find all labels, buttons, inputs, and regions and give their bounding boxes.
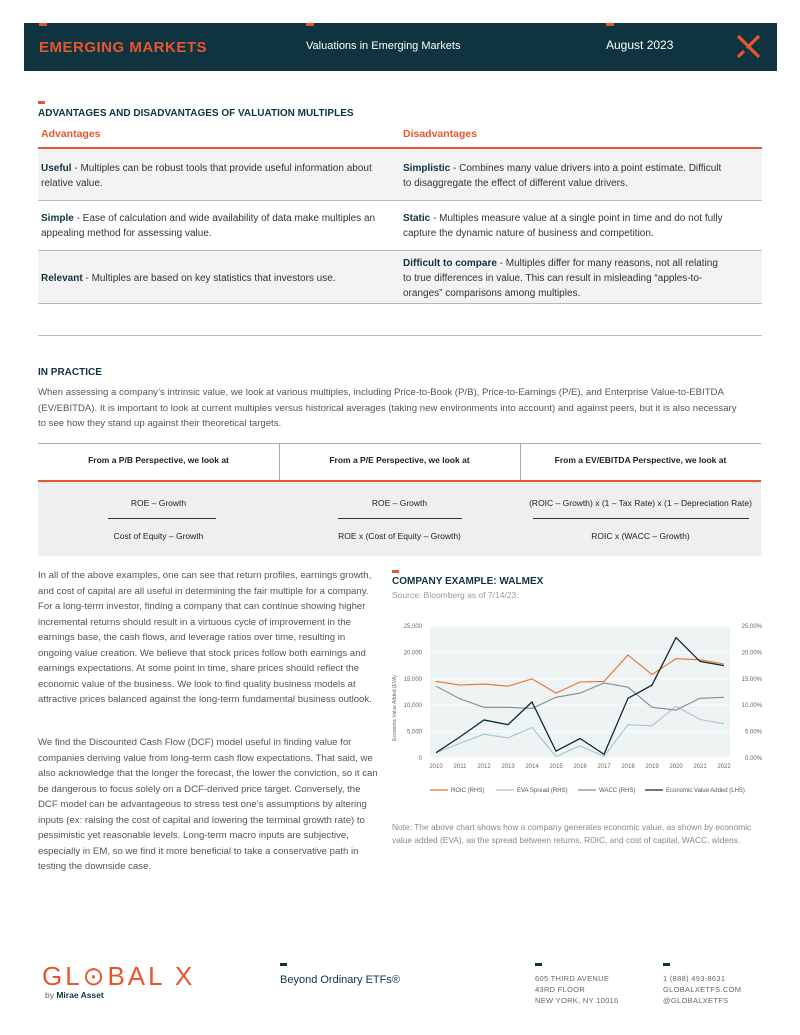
pe-numerator: ROE – Growth	[371, 498, 428, 508]
y2-tick-label: 10.00%	[741, 703, 762, 710]
y-axis-label: Economic Value Added (EVA)	[392, 675, 398, 741]
pe-perspective-header: From a P/E Perspective, we look at	[329, 455, 470, 465]
pb-denominator: Cost of Equity – Growth	[113, 531, 204, 541]
in-practice-text: When assessing a company’s intrinsic value, we look at various multiples, including Price-to-Book (P/B), Price-to-Earnings (P/E), and Enterprise Value-to-EBITDA (EV/EBITDA). It is important to look at current multiples versus historical averages (taking new environments into account) and against peers, but it is also necessary to see how they stand up against their theoretical targets.	[38, 387, 737, 429]
chart-source: Source: Bloomberg as of 7/14/23.	[392, 590, 519, 600]
valuation-heading: ADVANTAGES AND DISADVANTAGES OF VALUATION MULTIPLES	[38, 108, 354, 119]
x-tick-label: 2022	[717, 764, 731, 770]
y2-tick-label: 5.00%	[744, 729, 762, 736]
header-accent-tick	[39, 23, 47, 26]
footer-address: 605 THIRD AVENUE 43RD FLOOR NEW YORK, NY 10016	[535, 974, 619, 1005]
x-tick-label: 2013	[501, 764, 515, 770]
y-tick-label: 25,000	[403, 624, 422, 630]
x-tick-label: 2015	[549, 764, 563, 770]
advantage-relevant: Relevant - Multiples are based on key statistics that investors use.	[41, 273, 336, 284]
logo-byline: by Mirae Asset	[45, 990, 104, 1000]
x-tick-label: 2019	[645, 764, 659, 770]
body-paragraph-dcf: We find the Discounted Cash Flow (DCF) model useful in finding value for companies deriving value from long-term cash flow expectations. That said, we also acknowledge that the longer the forecast, the lower the conviction, so it can be dangerous to focus solely on a DCF-derived price target. Conversely, the DCF model can be advantageous to stress test one’s assumptions by altering inputs (ex: raising the cost of capital and lowering the terminal growth rate) to pessimistic yet reasonable levels. Long-term macro inputs are subjective, especially in EM, so we find it more beneficial to take a conservative path in testing the downside case.	[38, 737, 378, 872]
section-divider	[38, 335, 762, 336]
y2-tick-label: 25.00%	[741, 624, 762, 630]
x-tick-label: 2014	[525, 764, 539, 770]
document-title: Valuations in Emerging Markets	[306, 40, 461, 52]
legend-label: EVA Spread (RHS)	[517, 788, 568, 794]
y-tick-label: 5,000	[406, 729, 422, 736]
x-tick-label: 2021	[693, 764, 707, 770]
x-tick-label: 2010	[429, 764, 443, 770]
globalx-x-icon	[735, 33, 762, 60]
walmex-eva-chart	[388, 616, 768, 806]
footer-contact: 1 (888) 493-8631 GLOBALXETFS.COM @GLOBALXETFS	[663, 974, 742, 1005]
disadvantage-static: Static - Multiples measure value at a single point in time and do not fully capture the dynamic nature of business and competition.	[403, 213, 723, 239]
y-tick-label: 10,000	[403, 703, 422, 710]
legend-label: WACC (RHS)	[599, 788, 636, 794]
disadvantage-simplistic: Simplistic - Combines many value drivers into a point estimate. Difficult to disaggregate the effect of different value drivers.	[403, 163, 722, 189]
x-tick-label: 2011	[453, 764, 467, 770]
table-row-divider	[38, 200, 762, 201]
x-tick-label: 2012	[477, 764, 491, 770]
ev-ebitda-denominator: ROIC x (WACC – Growth)	[591, 531, 690, 541]
y-tick-label: 0	[418, 756, 422, 762]
pb-perspective-header: From a P/B Perspective, we look at	[88, 455, 229, 465]
y-tick-label: 15,000	[403, 676, 422, 683]
ev-ebitda-perspective-header: From a EV/EBITDA Perspective, we look at	[554, 455, 727, 465]
advantage-simple: Simple - Ease of calculation and wide availability of data make multiples an appealing method for assessing value.	[41, 213, 376, 239]
document-date: August 2023	[606, 38, 674, 52]
x-tick-label: 2016	[573, 764, 587, 770]
legend-label: Economic Value Added (LHS)	[666, 788, 745, 794]
disadvantages-column-header: Disadvantages	[403, 128, 478, 140]
footer-accent-tick	[535, 963, 542, 966]
perspective-table	[38, 443, 761, 556]
advantage-useful: Useful - Multiples can be robust tools that provide useful information about relative value.	[41, 163, 372, 189]
disadvantage-difficult-to-compare: Difficult to compare - Multiples differ for many reasons, not all relating to true differences in value. This can result in misleading “apples-to-oranges” comparisons among multiples.	[403, 258, 718, 299]
footer-accent-tick	[280, 963, 287, 966]
y-tick-label: 20,000	[403, 650, 422, 657]
page-header	[24, 23, 777, 71]
advantages-column-header: Advantages	[41, 128, 101, 140]
chart-title: COMPANY EXAMPLE: WALMEX	[392, 576, 544, 587]
perspective-top-rule	[38, 443, 761, 444]
footer-accent-tick	[663, 963, 670, 966]
ev-ebitda-numerator: (ROIC – Growth) x (1 – Tax Rate) x (1 – Depreciation Rate)	[529, 498, 752, 508]
y2-tick-label: 15.00%	[741, 676, 762, 683]
header-accent-tick	[606, 23, 614, 26]
x-tick-label: 2020	[669, 764, 683, 770]
x-tick-label: 2017	[597, 764, 611, 770]
section-accent-dash	[38, 101, 45, 104]
tagline: Beyond Ordinary ETFs®	[280, 974, 400, 986]
perspective-header-rule	[38, 480, 761, 482]
chart-note: Note: The above chart shows how a company generates economic value, as shown by economic value added (EVA), as the spread between returns, ROIC, and cost of capital, WACC, widens.	[392, 822, 752, 845]
body-paragraph-returns: In all of the above examples, one can see that return profiles, earnings growth, and cost of capital are all useful in determining the fair multiple for a company. For a long-term investor, finding a company that can continue showing higher incremental returns should result in a virtuous cycle of improvement in the earnings base, the cash flows, and leverage ratios over time, resulting in ongoing value creation. We believe that stock prices follow both earnings and earnings expectations. At some point in time, share prices should reflect the economic value of the business. We look to find quality business models at attractive prices balanced against the long-term fundamental business outlook.	[38, 570, 372, 705]
table-row-divider	[38, 303, 762, 304]
pe-denominator: ROE x (Cost of Equity – Growth)	[338, 531, 461, 541]
fraction-bar	[533, 518, 749, 519]
x-tick-label: 2018	[621, 764, 635, 770]
pb-numerator: ROE – Growth	[130, 498, 187, 508]
fraction-bar	[108, 518, 216, 519]
y2-tick-label: 0.00%	[744, 756, 762, 762]
globalx-logo: GL⊙BAL X	[42, 961, 196, 991]
section-brand: EMERGING MARKETS	[39, 39, 208, 56]
in-practice-heading: IN PRACTICE	[38, 367, 102, 378]
y2-tick-label: 20.00%	[741, 650, 762, 657]
legend-label: ROIC (RHS)	[451, 788, 485, 794]
fraction-bar	[338, 518, 462, 519]
header-accent-tick	[306, 23, 314, 26]
section-accent-dash	[392, 570, 399, 573]
